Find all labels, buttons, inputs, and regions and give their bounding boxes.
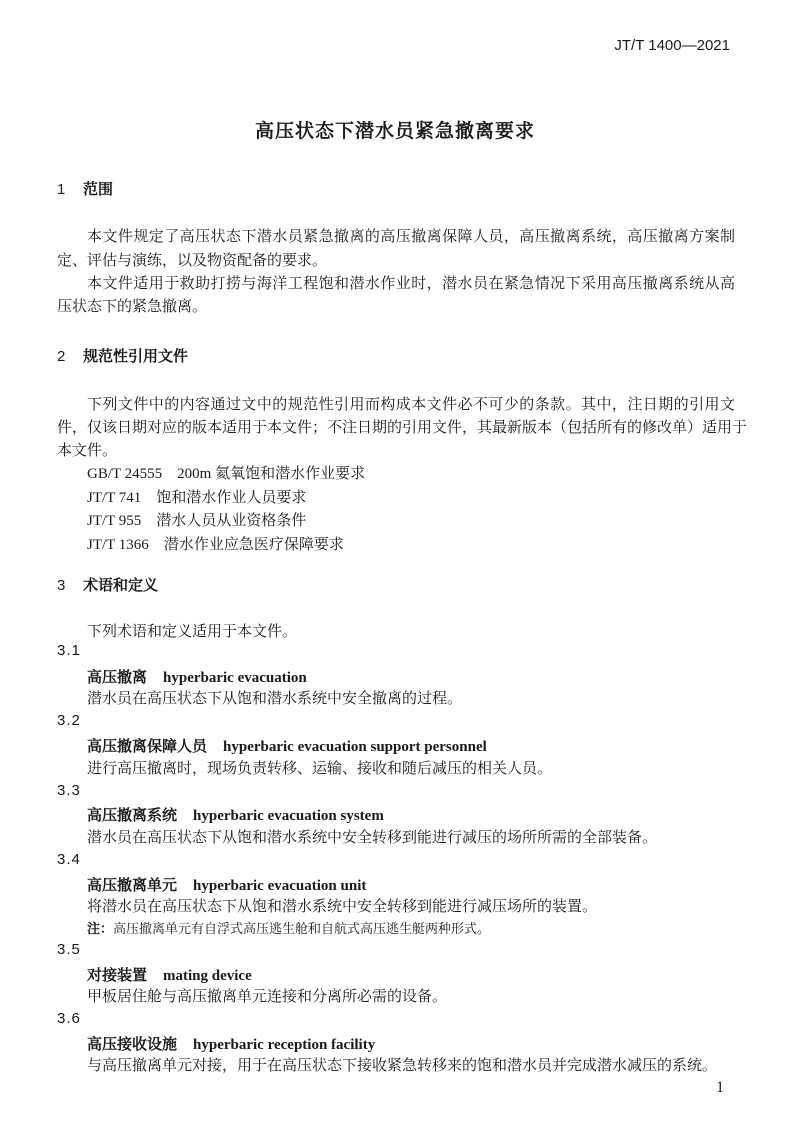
term-heading: 对接装置 mating device <box>87 968 252 984</box>
term-definition: 甲板居住舱与高压撤离单元连接和分离所必需的设备。 <box>87 989 448 1005</box>
term-note: 注：高压撤离单元有自浮式高压逃生舱和自航式高压逃生艇两种形式。 <box>87 921 491 936</box>
term-number: 3.6 <box>57 1010 81 1027</box>
paragraph-line: 定、评估与演练，以及物资配备的要求。 <box>57 253 328 269</box>
section-heading-3: 3 术语和定义 <box>57 577 159 594</box>
term-number: 3.1 <box>57 642 81 659</box>
term-definition: 潜水员在高压状态下从饱和潜水系统中安全转移到能进行减压的场所所需的全部装备。 <box>87 830 658 846</box>
term-number: 3.3 <box>57 782 81 799</box>
term-number: 3.5 <box>57 941 81 958</box>
section-heading-1: 1 范围 <box>57 181 114 198</box>
term-number: 3.4 <box>57 851 81 868</box>
term-heading: 高压撤离单元 hyperbaric evacuation unit <box>87 878 367 894</box>
reference-item: GB/T 24555 200m 氦氧饱和潜水作业要求 <box>87 466 366 482</box>
paragraph-line: 本文件。 <box>57 443 118 459</box>
page-number: 1 <box>716 1079 724 1096</box>
term-definition: 进行高压撤离时，现场负责转移、运输、接收和随后减压的相关人员。 <box>87 761 553 777</box>
paragraph-line: 本文件规定了高压状态下潜水员紧急撤离的高压撤离保障人员，高压撤离系统，高压撤离方案制 <box>87 229 735 245</box>
paragraph-line: 件，仅该日期对应的版本适用于本文件；不注日期的引用文件，其最新版本（包括所有的修改单）适用于 <box>57 420 748 436</box>
document-title: 高压状态下潜水员紧急撤离要求 <box>254 121 535 142</box>
reference-item: JT/T 955 潜水人员从业资格条件 <box>87 513 307 529</box>
reference-item: JT/T 1366 潜水作业应急医疗保障要求 <box>87 537 344 553</box>
section-intro: 下列术语和定义适用于本文件。 <box>87 624 298 640</box>
reference-item: JT/T 741 饱和潜水作业人员要求 <box>87 490 307 506</box>
term-definition: 与高压撤离单元对接，用于在高压状态下接收紧急转移来的饱和潜水员并完成潜水减压的系统。 <box>87 1058 718 1074</box>
term-definition: 潜水员在高压状态下从饱和潜水系统中安全撤离的过程。 <box>87 691 463 707</box>
term-number: 3.2 <box>57 712 81 729</box>
term-heading: 高压撤离系统 hyperbaric evacuation system <box>87 808 384 824</box>
term-heading: 高压撤离保障人员 hyperbaric evacuation support personnel <box>87 739 487 755</box>
paragraph-line: 本文件适用于救助打捞与海洋工程饱和潜水作业时，潜水员在紧急情况下采用高压撤离系统从高 <box>87 276 735 292</box>
paragraph-line: 压状态下的紧急撤离。 <box>57 299 208 315</box>
term-heading: 高压撤离 hyperbaric evacuation <box>87 670 307 686</box>
term-definition: 将潜水员在高压状态下从饱和潜水系统中安全转移到能进行减压场所的装置。 <box>87 899 598 915</box>
term-heading: 高压接收设施 hyperbaric reception facility <box>87 1037 376 1053</box>
paragraph-line: 下列文件中的内容通过文中的规范性引用而构成本文件必不可少的条款。其中，注日期的引用文 <box>87 397 735 413</box>
standard-code-header: JT/T 1400—2021 <box>614 37 730 54</box>
section-heading-2: 2 规范性引用文件 <box>57 348 189 365</box>
